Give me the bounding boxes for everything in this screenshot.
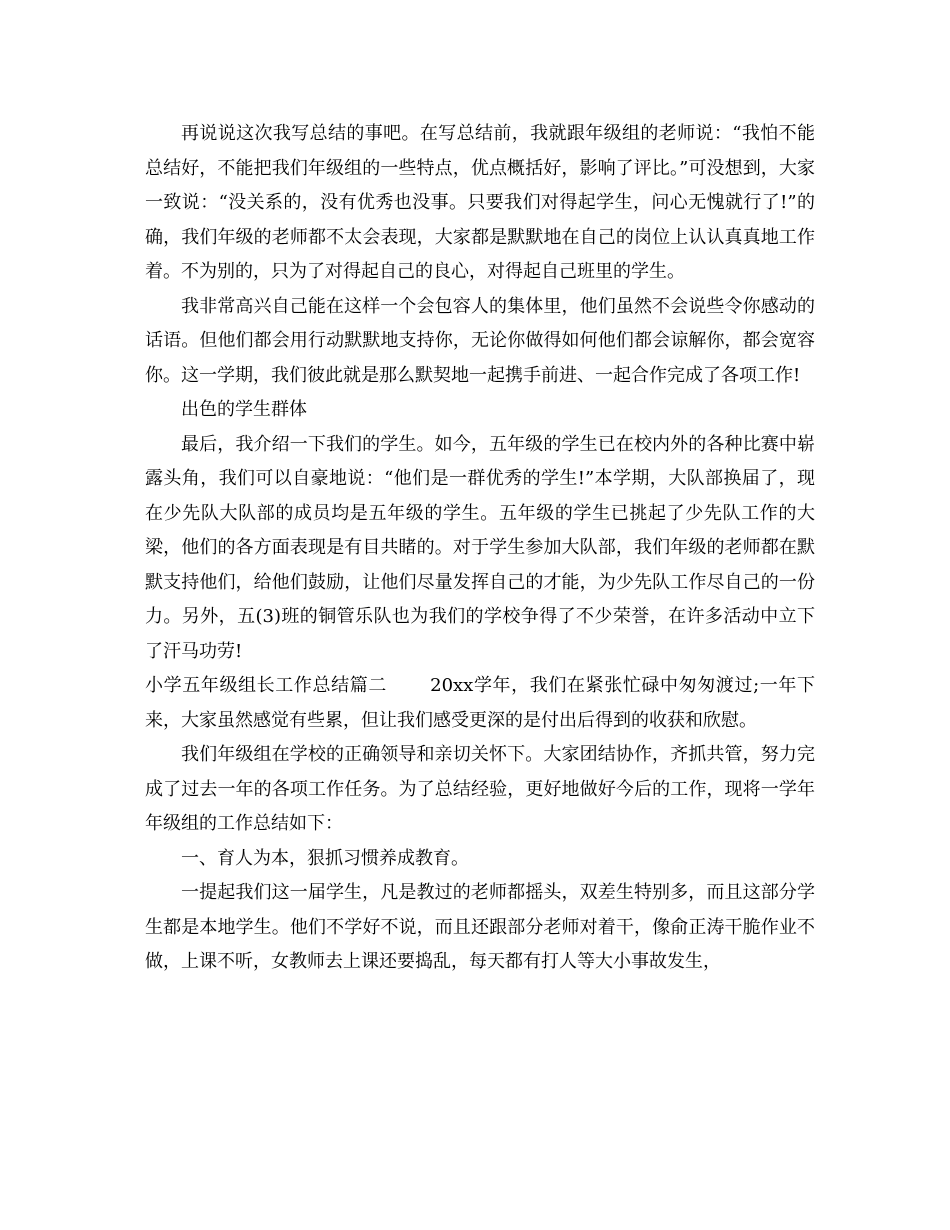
- section-intro: 20xx学年，我们在紧张忙碌中匆匆渡过;一年下来，大家虽然感觉有些累，但让我们感受更深的是付出后得到的收获和欣慰。: [145, 675, 815, 731]
- paragraph-students: 最后，我介绍一下我们的学生。如今，五年级的学生已在校内外的各种比赛中崭露头角，我们可以自豪地说：“他们是一群优秀的学生!”本学期，大队部换届了，现在少先队大队部的成员均是五年级的学生。五年级的学生已挑起了少先队工作的大梁，他们的各方面表现是有目共睹的。对于学生参加大队部，我们年级的老师都在默默支持他们，给他们鼓励，让他们尽量发挥自己的才能，为少先队工作尽自己的一份力。另外，五(3)班的铜管乐队也为我们的学校争得了不少荣誉，在许多活动中立下了汗马功劳!: [145, 433, 815, 662]
- document-body: [145, 117, 815, 980]
- subheading-outstanding-students: 出色的学生群体: [181, 399, 307, 420]
- paragraph-student-problems: 一提起我们这一届学生，凡是教过的老师都摇头，双差生特别多，而且这部分学生都是本地学生。他们不学好不说，而且还跟部分老师对着干，像俞正涛干脆作业不做，上课不听，女教师去上课还要捣乱，每天都有打人等大小事故发生，: [145, 882, 815, 972]
- paragraph-inclusive-team: 我非常高兴自己能在这样一个会包容人的集体里，他们虽然不会说些令你感动的话语。但他们都会用行动默默地支持你，无论你做得如何他们都会谅解你，都会宽容你。这一学期，我们彼此就是那么默契地一起携手前进、一起合作完成了各项工作!: [145, 295, 815, 386]
- paragraph-leadership: 我们年级组在学校的正确领导和亲切关怀下。大家团结协作，齐抓共管，努力完成了过去一年的各项工作任务。为了总结经验，更好地做好今后的工作，现将一学年年级组的工作总结如下：: [145, 744, 815, 834]
- section-two-line: [145, 669, 815, 738]
- paragraph-writing-summary: 再说说这次我写总结的事吧。在写总结前，我就跟年级组的老师说：“我怕不能总结好，不能把我们年级组的一些特点，优点概括好，影响了评比。”可没想到，大家一致说：“没关系的，没有优秀也没事。只要我们对得起学生，问心无愧就行了!”的确，我们年级的老师都不太会表现，大家都是默默地在自己的岗位上认认真真地工作着。不为别的，只为了对得起自己的良心，对得起自己班里的学生。: [145, 123, 815, 282]
- heading-habit-education: 一、育人为本，狠抓习惯养成教育。: [181, 847, 469, 869]
- section-title: 小学五年级组长工作总结篇二: [145, 675, 387, 696]
